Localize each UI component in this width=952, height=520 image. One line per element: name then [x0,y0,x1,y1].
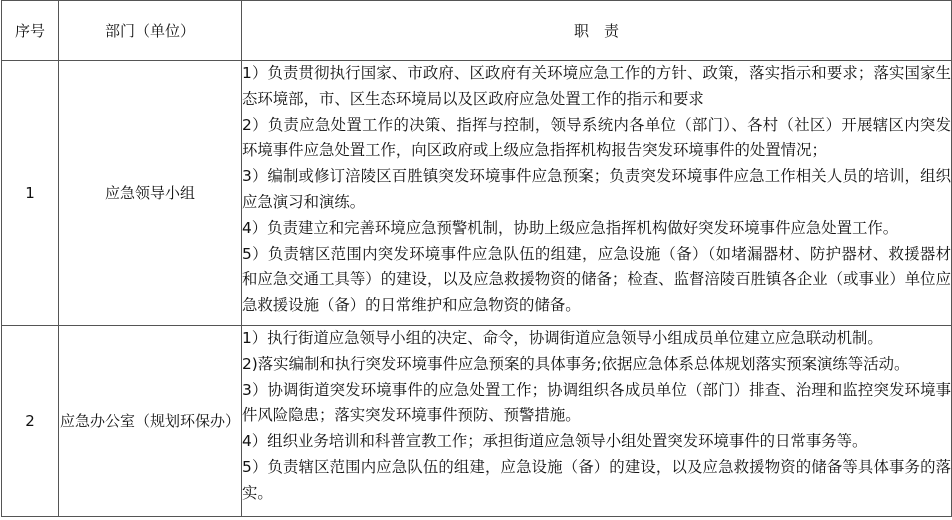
duty-item: 4）组织业务培训和科普宣教工作；承担街道应急领导小组处置突发环境事件的日常事务等。 [242,432,868,451]
duty-item: 5）负责辖区范围内应急队伍的组建，应急设施（备）的建设，以及应急救援物资的储备等具体事务的落实。 [242,457,951,502]
header-row [2,1,952,61]
row-duties [242,61,952,326]
duty-item: 2）负责应急处置工作的决策、指挥与控制，领导系统内各单位（部门）、各村（社区）开展辖区内突发环境事件应急处置工作，向区政府或上级应急指挥机构报告突发环境事件的处置情况； [242,115,951,160]
header-duties: 职 责 [242,1,952,61]
table-row [2,61,952,326]
row-department: 应急办公室（规划环保办） [59,326,242,517]
duty-item: 4）负责建立和完善环境应急预警机制，协助上级应急指挥机构做好突发环境事件应急处置工作。 [242,218,899,237]
table-row [2,326,952,517]
row-department: 应急领导小组 [59,61,242,326]
duty-item: 3）编制或修订涪陵区百胜镇突发环境事件应急预案；负责突发环境事件应急工作相关人员的培训，组织应急演习和演练。 [242,167,951,211]
duty-item: 2)落实编制和执行突发环境事件应急预案的具体事务;依据应急体系总体规划落实预案演练等活动。 [242,354,910,373]
row-duties [242,326,952,517]
row-index: 2 [2,326,59,517]
duty-item: 1）执行街道应急领导小组的决定、命令，协调街道应急领导小组成员单位建立应急联动机制。 [242,329,883,347]
duty-item: 1）负责贯彻执行国家、市政府、区政府有关环境应急工作的方针、政策，落实指示和要求；落实国家生态环境部，市、区生态环境局以及区政府应急处置工作的指示和要求 [242,64,951,108]
duty-table [1,0,952,517]
row-index: 1 [2,61,59,326]
duty-item: 3）协调街道突发环境事件的应急处置工作；协调组织各成员单位（部门）排查、治理和监控突发环境事件风险隐患；落实突发环境事件预防、预警措施。 [242,380,951,425]
header-index: 序号 [2,1,59,61]
header-department: 部门（单位） [59,1,242,61]
duty-item: 5）负责辖区范围内突发环境事件应急队伍的组建，应急设施（备）（如堵漏器材、防护器材、救援器材和应急交通工具等）的建设，以及应急救援物资的储备；检查、监督涪陵百胜镇各企业（或事业）单位应急救援设施（备）的日常维护和应急物资的储备。 [242,244,951,315]
